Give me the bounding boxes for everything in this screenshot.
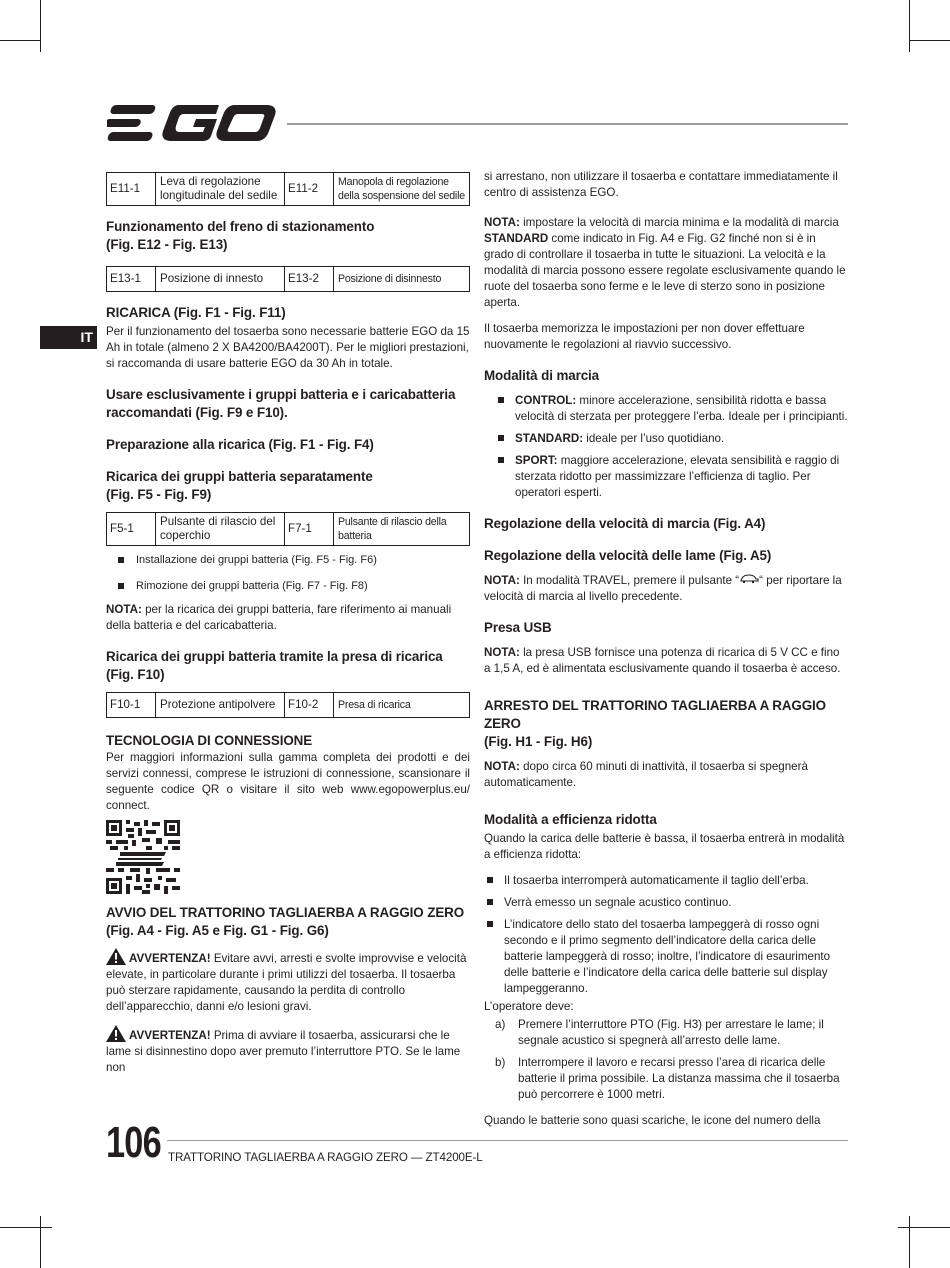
header-rule xyxy=(287,123,848,125)
paragraph: Quando la carica delle batterie è bassa, il tosaerba entrerà in modalità a efficienza ridotta: xyxy=(484,832,845,861)
section-heading xyxy=(484,697,848,751)
section-heading: TECNOLOGIA DI CONNESSIONE xyxy=(106,733,313,748)
table-cell-code: E13-2 xyxy=(285,267,334,292)
heading-fig: (Fig. E12 - Fig. E13) xyxy=(106,237,228,252)
table-cell-label: Posizione di innesto xyxy=(156,267,285,292)
section-heading: Preparazione alla ricarica (Fig. F1 - Fig. F4) xyxy=(106,437,374,452)
note-label: NOTA: xyxy=(484,574,520,587)
table-e11 xyxy=(106,172,470,206)
list-item-text: Il tosaerba interromperà automaticamente il taglio dell’erba. xyxy=(504,874,809,887)
mode-list xyxy=(495,393,848,501)
step-text: Premere l’interruttore PTO (Fig. H3) per arrestare le lame; il segnale acustico si spegnerà all’arresto delle lame. xyxy=(518,1018,824,1047)
table-f10 xyxy=(106,692,470,718)
crop-mark xyxy=(40,0,41,52)
note-text: “ per riportare la velocità di marcia al livello precedente. xyxy=(484,574,842,603)
paragraph: Per maggiori informazioni sulla gamma completa dei prodotti e dei servizi connessi, comprese le istruzioni di connessione, scansionare il seguente codice QR o visitare il sito web www.egopowerplus.eu/ connect. xyxy=(106,751,470,812)
note-text: impostare la velocità di marcia minima e la modalità di marcia xyxy=(519,216,839,229)
section-heading: Modalità a efficienza ridotta xyxy=(484,812,657,827)
note-emphasis: STANDARD xyxy=(484,232,549,245)
bullet-list xyxy=(484,873,848,997)
note-paragraph xyxy=(484,215,848,311)
table-cell-label: Manopola di regolazione della sospensione del sedile xyxy=(334,173,470,206)
step-marker: b) xyxy=(495,1056,506,1069)
crop-mark xyxy=(910,40,950,41)
bullet-icon xyxy=(498,435,504,441)
note-label: NOTA: xyxy=(484,760,520,773)
note-paragraph xyxy=(106,602,470,634)
crop-mark xyxy=(909,0,910,52)
list-item xyxy=(106,552,470,568)
section-heading: Regolazione della velocità di marcia (Fig. A4) xyxy=(484,516,766,531)
table-cell-code: E13-1 xyxy=(107,267,156,292)
note-paragraph xyxy=(484,759,848,791)
turtle-icon xyxy=(739,574,759,584)
table-cell-label: Protezione antipolvere xyxy=(156,693,285,718)
qr-code-icon xyxy=(106,820,180,894)
section-heading: Regolazione della velocità delle lame (Fig. A5) xyxy=(484,548,772,563)
mode-text: maggiore accelerazione, elevata sensibilità e raggio di sterzata ridotto per massimizzare l’efficienza di taglio. Per operatori esperti. xyxy=(515,454,840,499)
bullet-icon xyxy=(498,397,504,403)
heading-text: Ricarica dei gruppi batteria tramite la presa di ricarica xyxy=(106,649,443,664)
list-item xyxy=(495,393,848,425)
left-column xyxy=(106,169,470,1086)
section-heading: Presa USB xyxy=(484,620,552,635)
mode-text: ideale per l’uso quotidiano. xyxy=(583,432,725,445)
list-item xyxy=(495,431,848,447)
step-marker: a) xyxy=(495,1018,506,1031)
step-list xyxy=(484,1017,848,1103)
list-item xyxy=(484,917,848,997)
heading-fig: (Fig. F10) xyxy=(106,667,165,682)
list-item-text: Installazione dei gruppi batteria (Fig. F5 - Fig. F6) xyxy=(136,554,377,566)
section-heading: Usare esclusivamente i gruppi batteria e i caricabatteria raccomandati (Fig. F9 e F10). xyxy=(106,387,456,420)
warning-text: Prima di avviare il tosaerba, assicurarsi che le lame si disinnestino dopo aver premuto l’interruttore PTO. Se le lame non xyxy=(106,1029,461,1074)
bullet-icon xyxy=(487,899,493,905)
note-label: NOTA: xyxy=(106,603,142,616)
section-heading xyxy=(106,468,470,504)
list-item xyxy=(484,873,848,889)
paragraph: Per il funzionamento del tosaerba sono necessarie batterie EGO da 15 Ah in totale (almeno 2 X BA4200/BA4200T). Per le migliori prestazioni, si raccomanda di usare batterie EGO da 30 Ah in totale. xyxy=(106,325,470,370)
list-item xyxy=(495,453,848,501)
warning-paragraph xyxy=(106,948,470,1015)
bullet-icon xyxy=(498,457,504,463)
mode-name: SPORT: xyxy=(515,454,558,467)
note-paragraph xyxy=(484,573,848,605)
mode-name: CONTROL: xyxy=(515,394,577,407)
section-heading xyxy=(106,904,470,940)
note-text: la presa USB fornisce una potenza di ricarica di 5 V CC e fino a 1,5 A, ed è alimentata esclusivamente quando il tosaerba è acceso. xyxy=(484,646,841,675)
crop-mark xyxy=(0,40,40,41)
table-cell-code: E11-1 xyxy=(107,173,156,206)
heading-fig: (Fig. H1 - Fig. H6) xyxy=(484,734,593,749)
paragraph: Quando le batterie sono quasi scariche, le icone del numero della xyxy=(484,1114,821,1127)
paragraph: L’operatore deve: xyxy=(484,1000,574,1013)
heading-fig: (Fig. F5 - Fig. F9) xyxy=(106,487,212,502)
step-text: Interrompere il lavoro e recarsi presso l’area di ricarica delle batterie il prima possibile. La distanza massima che il tosaerba può percorrere è 1000 metri. xyxy=(518,1056,840,1101)
warning-label: AVVERTENZA! xyxy=(129,1029,211,1042)
table-cell-code: E11-2 xyxy=(285,173,334,206)
paragraph: si arrestano, non utilizzare il tosaerba e contattare immediatamente il centro di assistenza EGO. xyxy=(484,170,838,199)
bullet-icon xyxy=(487,921,493,927)
list-item xyxy=(484,1017,848,1049)
list-item xyxy=(484,895,848,911)
right-column xyxy=(484,169,848,1139)
heading-text: AVVIO DEL TRATTORINO TAGLIAERBA A RAGGIO ZERO xyxy=(106,905,465,920)
section-heading: RICARICA (Fig. F1 - Fig. F11) xyxy=(106,305,286,320)
section-heading xyxy=(106,648,470,684)
paragraph: Il tosaerba memorizza le impostazioni per non dover effettuare nuovamente le regolazioni al riavvio successivo. xyxy=(484,322,805,351)
warning-paragraph xyxy=(106,1025,470,1076)
warning-icon xyxy=(106,1025,126,1042)
bullet-icon xyxy=(487,877,493,883)
list-item-text: L’indicatore dello stato del tosaerba lampeggerà di rosso ogni secondo e il primo segmento dell’indicatore della carica delle batterie lampeggerà di rosso; inoltre, l’indicatore di esaurimento delle batterie e l’indicatore della carica delle batterie sul display lampeggeranno. xyxy=(504,918,831,995)
table-cell-label: Presa di ricarica xyxy=(334,693,470,718)
list-item-text: Verrà emesso un segnale acustico continuo. xyxy=(504,896,732,909)
table-cell-label: Pulsante di rilascio del coperchio xyxy=(156,513,285,546)
heading-text: Funzionamento del freno di stazionamento xyxy=(106,219,375,234)
crop-mark xyxy=(40,1216,41,1268)
list-item xyxy=(106,578,470,594)
table-cell-label: Leva di regolazione longitudinale del sedile xyxy=(156,173,285,206)
note-text: dopo circa 60 minuti di inattività, il tosaerba si spegnerà automaticamente. xyxy=(484,760,808,789)
table-cell-label: Pulsante di rilascio della batteria xyxy=(334,513,470,546)
page-number: 106 xyxy=(106,1118,161,1167)
note-text: come indicato in Fig. A4 e Fig. G2 finché non si è in grado di controllare il tosaerba in tutte le situazioni. La velocità e la modalità di marcia possono essere regolate esclusivamente quando le ruote del tosaerba sono ferme e le leve di sterzo sono in posizione aperta. xyxy=(484,232,846,309)
note-text: In modalità TRAVEL, premere il pulsante “ xyxy=(519,574,740,587)
table-cell-code: F10-1 xyxy=(107,693,156,718)
note-paragraph xyxy=(484,645,848,677)
table-f5 xyxy=(106,512,470,546)
table-e13 xyxy=(106,266,470,292)
ego-logo xyxy=(107,103,277,143)
crop-mark xyxy=(898,1227,950,1228)
warning-icon xyxy=(106,948,126,965)
table-cell-code: F5-1 xyxy=(107,513,156,546)
bullet-icon xyxy=(118,557,124,563)
crop-mark xyxy=(0,1227,52,1228)
crop-mark xyxy=(909,1216,910,1268)
bullet-list xyxy=(106,552,470,594)
list-item xyxy=(484,1055,848,1103)
table-cell-code: F7-1 xyxy=(285,513,334,546)
list-item-text: Rimozione dei gruppi batteria (Fig. F7 - Fig. F8) xyxy=(136,580,368,592)
section-heading xyxy=(106,218,470,254)
bullet-icon xyxy=(118,583,124,589)
warning-label: AVVERTENZA! xyxy=(129,952,211,965)
footer-title: TRATTORINO TAGLIAERBA A RAGGIO ZERO — ZT4200E-L xyxy=(168,1151,483,1164)
heading-text: Ricarica dei gruppi batteria separatamente xyxy=(106,469,373,484)
section-heading: Modalità di marcia xyxy=(484,368,600,383)
footer-rule xyxy=(167,1140,848,1141)
note-label: NOTA: xyxy=(484,216,520,229)
table-cell-code: F10-2 xyxy=(285,693,334,718)
note-text: per la ricarica dei gruppi batteria, fare riferimento ai manuali della batteria e del caricabatteria. xyxy=(106,603,452,632)
mode-name: STANDARD: xyxy=(515,432,584,445)
language-tab: IT xyxy=(40,326,97,349)
note-label: NOTA: xyxy=(484,646,520,659)
heading-fig: (Fig. A4 - Fig. A5 e Fig. G1 - Fig. G6) xyxy=(106,923,329,938)
table-cell-label: Posizione di disinnesto xyxy=(334,267,470,292)
mode-text: minore accelerazione, sensibilità ridotta e bassa velocità di sterzata per proteggere l’erba. Ideale per i principianti. xyxy=(515,394,848,423)
warning-text: Evitare avvi, arresti e svolte improvvise e velocità elevate, in particolare durante i primi utilizzi del tosaerba. Il tosaerba può sterzare rapidamente, causando la perdita di controllo dell’apparecchio, danni e/o lesioni gravi. xyxy=(106,952,467,1013)
heading-text: ARRESTO DEL TRATTORINO TAGLIAERBA A RAGGIO ZERO xyxy=(484,698,826,731)
